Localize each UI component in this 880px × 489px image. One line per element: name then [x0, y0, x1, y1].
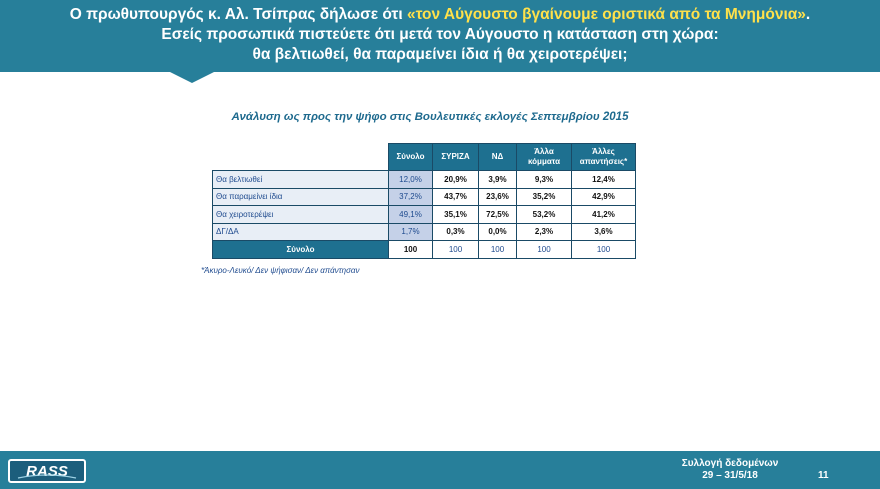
table-cell: 100: [479, 241, 517, 259]
table-footnote: *Άκυρο-Λευκό/ Δεν ψήφισαν/ Δεν απάντησαν: [201, 266, 360, 275]
row-label-dk-na: ΔΓ/ΔΑ: [213, 223, 389, 241]
table-cell: 12,4%: [572, 171, 636, 189]
table-row: [213, 223, 636, 241]
table-cell: 1,7%: [389, 223, 433, 241]
table-row-total: [213, 241, 636, 259]
column-header-syriza: ΣΥΡΙΖΑ: [433, 144, 479, 171]
data-collection-label: Συλλογή δεδομένων: [681, 458, 779, 469]
results-table: [212, 143, 636, 259]
data-collection-info: [668, 458, 792, 482]
table-cell: 37,2%: [389, 188, 433, 206]
header-line-1-suffix: .: [805, 6, 811, 23]
column-header-other-parties: Άλλα κόμματα: [517, 144, 572, 171]
table-cell: 3,9%: [479, 171, 517, 189]
table-row: [213, 206, 636, 224]
table-corner-cell: [213, 144, 389, 171]
table-cell: 100: [389, 241, 433, 259]
table-header-row: [213, 144, 636, 171]
table-cell: 100: [517, 241, 572, 259]
table-cell: 42,9%: [572, 188, 636, 206]
slide-header: [0, 0, 880, 72]
header-notch: [166, 70, 218, 83]
rass-logo: [8, 459, 86, 483]
rass-logo-text: RASS: [26, 463, 68, 480]
row-label-total: Σύνολο: [213, 241, 389, 259]
table-cell: 35,2%: [517, 188, 572, 206]
column-header-nd: ΝΔ: [479, 144, 517, 171]
table-cell: 9,3%: [517, 171, 572, 189]
table-title: Ανάλυση ως προς την ψήφο στις Βουλευτικές εκλογές Σεπτεμβρίου 2015: [231, 111, 629, 123]
header-line-2: Εσείς προσωπικά πιστεύετε ότι μετά τον Αύγουστο η κατάσταση στη χώρα:: [161, 26, 719, 43]
data-collection-dates: 29 – 31/5/18: [702, 470, 758, 481]
table-cell: 100: [572, 241, 636, 259]
table-cell: 72,5%: [479, 206, 517, 224]
column-header-other-answers: Άλλες απαντήσεις*: [572, 144, 636, 171]
rass-logo-icon: [12, 462, 82, 480]
row-label-worsen: Θα χειροτερέψει: [213, 206, 389, 224]
table-cell: 41,2%: [572, 206, 636, 224]
table-row: [213, 188, 636, 206]
table-cell: 0,3%: [433, 223, 479, 241]
row-label-improve: Θα βελτιωθεί: [213, 171, 389, 189]
table-row: [213, 171, 636, 189]
table-cell: 53,2%: [517, 206, 572, 224]
row-label-remain-same: Θα παραμείνει ίδια: [213, 188, 389, 206]
column-header-total: Σύνολο: [389, 144, 433, 171]
table-cell: 23,6%: [479, 188, 517, 206]
header-line-3: θα βελτιωθεί, θα παραμείνει ίδια ή θα χειροτερέψει;: [252, 46, 628, 63]
header-line-1-prefix: Ο πρωθυπουργός κ. Αλ. Τσίπρας δήλωσε ότι: [69, 6, 407, 23]
table-cell: 49,1%: [389, 206, 433, 224]
header-line-1: [0, 5, 880, 25]
table-cell: 43,7%: [433, 188, 479, 206]
table-cell: 0,0%: [479, 223, 517, 241]
table-cell: 35,1%: [433, 206, 479, 224]
table-cell: 20,9%: [433, 171, 479, 189]
table-cell: 100: [433, 241, 479, 259]
header-quote-highlight: «τον Αύγουστο βγαίνουμε οριστικά από τα Μνημόνια»: [406, 6, 806, 23]
table-cell: 2,3%: [517, 223, 572, 241]
slide-footer: [0, 451, 880, 489]
table-cell: 3,6%: [572, 223, 636, 241]
table-cell: 12,0%: [389, 171, 433, 189]
page-number: 11: [818, 470, 829, 481]
